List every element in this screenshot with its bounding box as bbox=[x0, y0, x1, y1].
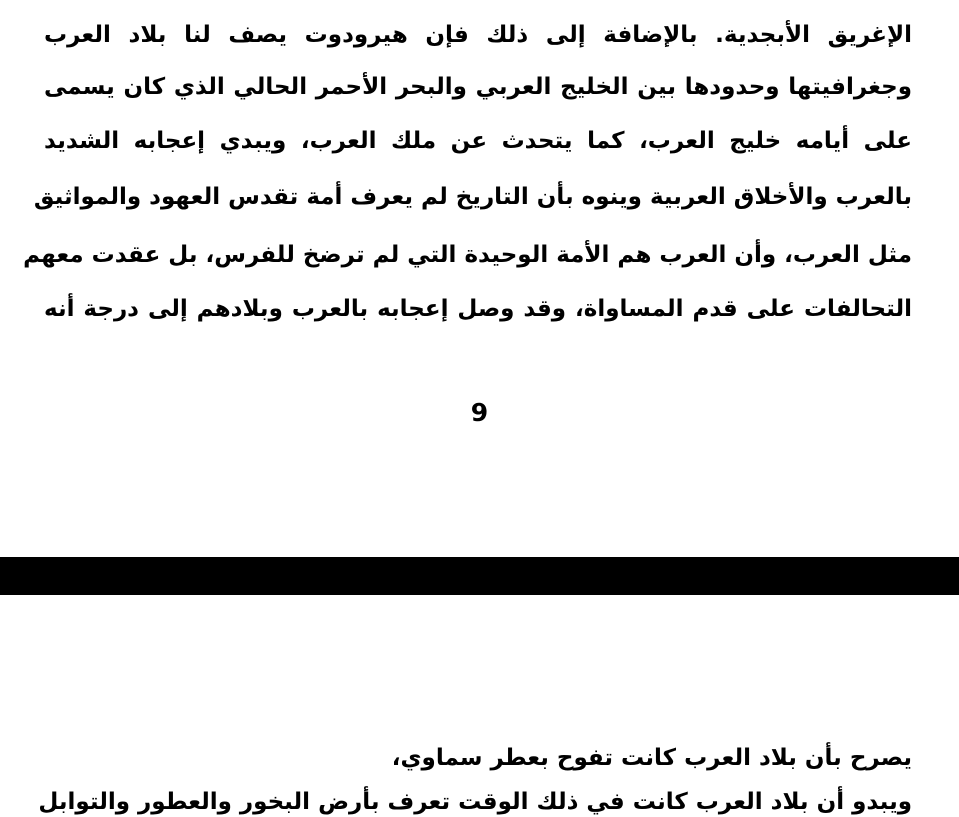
cut-off-text-line: ويبدو أن بلاد العرب كانت في ذلك الوقت تعرف بأرض البخور والعطور والتوابل bbox=[38, 789, 912, 815]
page-number: 9 bbox=[470, 398, 489, 427]
text-line: على أيامه خليج العرب، كما يتحدث عن ملك العرب، ويبدي إعجابه الشديد bbox=[44, 128, 912, 154]
lower-page bbox=[0, 595, 959, 815]
text-line: مثل العرب، وأن العرب هم الأمة الوحيدة التي لم ترضخ للفرس، بل عقدت معهم bbox=[23, 242, 912, 268]
text-line: يصرح بأن بلاد العرب كانت تفوح بعطر سماوي، bbox=[391, 745, 912, 771]
text-line: بالعرب والأخلاق العربية وينوه بأن التاريخ لم يعرف أمة تقدس العهود والمواثيق bbox=[33, 184, 912, 210]
text-line: الإغريق الأبجدية. بالإضافة إلى ذلك فإن هيرودوت يصف لنا بلاد العرب bbox=[44, 22, 912, 48]
text-line: وجغرافيتها وحدودها بين الخليج العربي والبحر الأحمر الحالي الذي كان يسمى bbox=[44, 74, 912, 100]
page-divider-bar bbox=[0, 557, 959, 595]
text-line: التحالفات على قدم المساواة، وقد وصل إعجابه بالعرب وبلادهم إلى درجة أنه bbox=[44, 296, 912, 322]
